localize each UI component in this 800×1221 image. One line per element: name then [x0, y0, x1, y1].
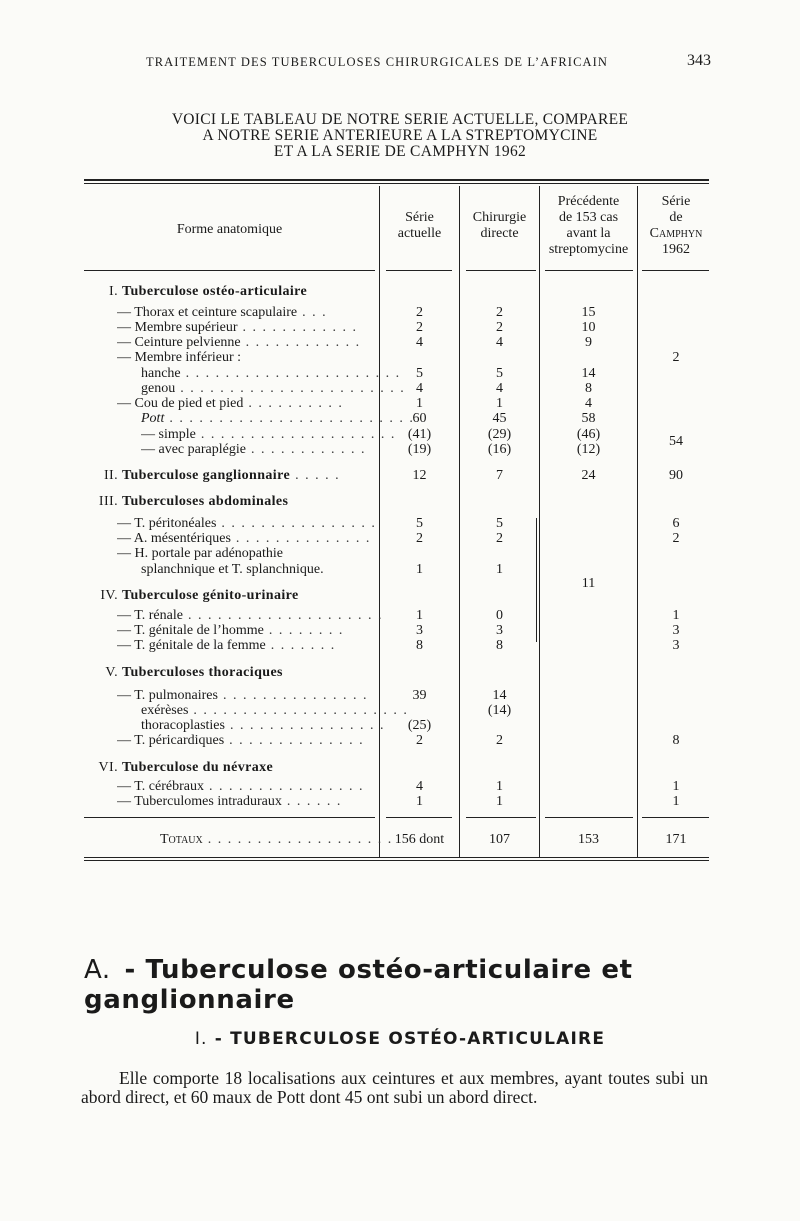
table-cell-serie: 2 [416, 305, 423, 320]
row-leader-dots: . . . . . . [281, 794, 342, 809]
row-label [117, 531, 402, 546]
totals-label-text: Totaux [160, 832, 203, 847]
table-cell-camp: 2 [672, 531, 680, 546]
row-label-text: Tuberculose ostéo-articulaire [122, 284, 308, 299]
table-cell-serie: (25) [407, 718, 432, 733]
table-cell-serie: 4 [416, 335, 423, 350]
row-label-text: — Membre supérieur [117, 320, 238, 335]
table-cell-serie: 1 [416, 608, 423, 623]
header-rule-forme [84, 270, 375, 271]
row-label-text: splanchnique et T. splanchnique. [141, 562, 324, 577]
table-cell-serie: 12 [412, 468, 427, 483]
table-cell-chir: 14 [492, 688, 507, 703]
table-cell-chir: 4 [496, 335, 503, 350]
row-label [117, 733, 402, 748]
row-label [117, 335, 402, 350]
table-cell-chir: 1 [496, 396, 503, 411]
table-cell-chir: 7 [496, 468, 503, 483]
sub-heading [0, 1029, 800, 1049]
row-label [90, 588, 375, 603]
row-leader-dots: . . . . . . . . [263, 623, 344, 638]
row-label-text: Tuberculoses thoraciques [122, 665, 283, 680]
row-label [117, 516, 402, 531]
row-roman: VI. [98, 760, 118, 775]
row-label-text: — Membre inférieur : [117, 350, 242, 365]
sub-heading-text: - TUBERCULOSE OSTÉO-ARTICULAIRE [207, 1029, 606, 1049]
row-label-text: — T. génitale de l’homme [117, 623, 264, 638]
totals-cell-chir: 107 [489, 832, 510, 847]
table-cell-chir: 4 [496, 381, 503, 396]
row-leader-dots: . . . . . . . . . . [243, 396, 344, 411]
table-cell-camp: 1 [672, 779, 680, 794]
row-leader-dots: . . . . . . . . . . . . [245, 442, 366, 457]
table-cell-prec: 10 [581, 320, 596, 335]
row-leader-dots: . . . . . . . . . . . . . . . [217, 688, 368, 703]
table-cell-prec: 15 [581, 305, 596, 320]
table-bottom-rule-2 [84, 860, 709, 861]
table-cell-prec: 58 [581, 411, 596, 426]
row-label-text: — T. génitale de la femme [117, 638, 266, 653]
row-label-text: — T. péritonéales [117, 516, 217, 531]
row-leader-dots: . . . . . . . . . . . . . . . . . . . . . . [180, 366, 401, 381]
row-label-text: — T. pulmonaires [117, 688, 218, 703]
table-cell-serie: 3 [416, 623, 423, 638]
row-label [117, 623, 402, 638]
table-cell-prec: 8 [585, 381, 592, 396]
header-chirurgie: Chirurgie directe [472, 210, 527, 241]
row-label-text: — T. péricardiques [117, 733, 225, 748]
totals-rule-forme [84, 817, 375, 818]
page-number: 343 [687, 52, 711, 69]
section-heading-text: - Tuberculose ostéo-articulaire et ganglionnaire [84, 955, 633, 1015]
table-top-rule [84, 179, 709, 181]
table-cell-chir: 2 [496, 733, 503, 748]
table-cell-camp: 8 [672, 733, 680, 748]
table-cell-chir: 2 [496, 305, 503, 320]
header-rule-prec [545, 270, 633, 271]
row-leader-dots: . . . . . . . . . . . . . . . . . . . . . . [188, 703, 409, 718]
row-leader-dots: . . . . . . . . . . . . . . . . [203, 779, 364, 794]
row-leader-dots: . . . . . . . . . . . . . . . . [224, 718, 385, 733]
table-cell-prec: 24 [581, 468, 596, 483]
table-cell-chir: 3 [496, 623, 503, 638]
row-label [90, 468, 375, 483]
row-label [117, 688, 402, 703]
row-label-text: hanche [141, 366, 181, 381]
row-leader-dots: . . . . . . . [265, 638, 336, 653]
table-cell-chir: 1 [496, 779, 503, 794]
row-label [90, 760, 375, 775]
table-cell-serie: 5 [416, 516, 423, 531]
row-roman: II. [103, 468, 118, 483]
totals-cell-camp: 171 [665, 832, 687, 847]
table-cell-chir: 5 [496, 366, 503, 381]
table-cell-camp: 2 [672, 350, 680, 365]
table-cell-camp: 6 [672, 516, 680, 531]
body-paragraph: Elle comporte 18 localisations aux ceintures et aux membres, ayant toutes subi un abord direct, et 60 maux de Pott dont 45 ont subi un abord direct. [81, 1068, 708, 1107]
header-camphyn: Série de Camphyn 1962 [649, 194, 703, 257]
table-cell-camp: 90 [669, 468, 683, 483]
table-cell-serie: (19) [407, 442, 432, 457]
table-cell-serie: 8 [416, 638, 423, 653]
table-cell-prec: 14 [581, 366, 596, 381]
table-cell-serie: (41) [407, 427, 432, 442]
table-cell-chir: 1 [496, 562, 503, 577]
table-cell-serie: 4 [416, 381, 423, 396]
row-label-text: Tuberculose du névraxe [122, 760, 274, 775]
row-label [117, 638, 402, 653]
table-cell-chir: (29) [487, 427, 512, 442]
table-cell-camp: 1 [672, 794, 680, 809]
table-cell-serie: 1 [416, 562, 423, 577]
table-cell-chir: 5 [496, 516, 503, 531]
row-leader-dots: . . . . . . . . . . . . . . . . [216, 516, 377, 531]
row-label-text: — Tuberculomes intraduraux [117, 794, 282, 809]
table-cell-serie: 5 [416, 366, 423, 381]
row-label-text: — simple [141, 427, 196, 442]
row-roman: III. [98, 494, 118, 509]
table-cell-serie: 2 [416, 320, 423, 335]
row-leader-dots: . . . [297, 305, 328, 320]
row-label-text: — avec paraplégie [141, 442, 246, 457]
totals-rule-camp [642, 817, 709, 818]
table-cell-chir: (14) [487, 703, 512, 718]
table-cell-serie: 2 [416, 733, 423, 748]
row-leader-dots: . . . . . . . . . . . . . . . . . . . . [195, 427, 396, 442]
table-cell-chir: 8 [496, 638, 503, 653]
totals-cell-serie: 156 dont [394, 832, 445, 847]
table-cell-serie: 39 [412, 688, 427, 703]
row-label [117, 779, 402, 794]
table-cell-prec: 4 [585, 396, 592, 411]
row-label-text: Tuberculose génito-urinaire [122, 588, 299, 603]
table-title-line-3: ET A LA SERIE DE CAMPHYN 1962 [273, 143, 527, 160]
row-label [117, 546, 402, 561]
table-cell-camp: 3 [672, 623, 680, 638]
row-roman: I. [109, 284, 118, 299]
totals-rule-chir [466, 817, 536, 818]
table-cell-serie: 4 [416, 779, 423, 794]
row-label [117, 305, 402, 320]
row-label-text: exérèses [141, 703, 189, 718]
row-label-text: — T. cérébraux [117, 779, 204, 794]
row-label-text: thoracoplasties [141, 718, 225, 733]
row-leader-dots: . . . . . . . . . . . . . . [224, 733, 365, 748]
row-label-text: — Cou de pied et pied [117, 396, 244, 411]
table-cell-chir: 2 [496, 320, 503, 335]
table-cell-prec: 9 [585, 335, 592, 350]
row-label [117, 396, 402, 411]
table-bottom-rule [84, 857, 709, 858]
row-label-text: — A. mésentériques [117, 531, 231, 546]
header-forme: Forme anatomique [176, 222, 283, 237]
table-cell-camp: 1 [672, 608, 680, 623]
table-cell-chir: (16) [487, 442, 512, 457]
row-label [90, 284, 375, 299]
table-title [0, 112, 800, 160]
totals-rule-prec [545, 817, 633, 818]
table-cell-prec: (12) [576, 442, 601, 457]
table-top-rule-thin [84, 183, 709, 184]
row-leader-dots: . . . . . . . . . . . . [240, 335, 361, 350]
row-label-text: — Thorax et ceinture scapulaire [117, 305, 298, 320]
row-leader-dots: . . . . . . . . . . . . . . . . . . . . . . . [175, 381, 406, 396]
row-label [117, 608, 402, 623]
table-cell-prec: 11 [581, 576, 596, 591]
table-cell-serie: 1 [416, 396, 423, 411]
row-leader-dots: . . . . . . . . . . . . . . . . . . . . . . . . . [164, 411, 415, 426]
row-roman: V. [105, 665, 118, 680]
row-leader-dots: . . . . . [290, 468, 341, 483]
row-label [117, 350, 402, 365]
header-precedente: Précédente de 153 cas avant la streptomycine [548, 194, 629, 257]
table-cell-camp: 54 [669, 434, 683, 449]
table-cell-prec: (46) [576, 427, 601, 442]
section-heading [84, 955, 800, 1015]
table-title-line-1: VOICI LE TABLEAU DE NOTRE SERIE ACTUELLE, COMPAREE [171, 111, 629, 128]
row-leader-dots: . . . . . . . . . . . . . . . . . . . . [182, 608, 383, 623]
sub-heading-number: I. [194, 1029, 208, 1049]
table-cell-serie: 2 [416, 531, 423, 546]
row-label-text: Pott [141, 411, 165, 426]
row-label-text: — Ceinture pelvienne [117, 335, 241, 350]
totals-cell-prec: 153 [578, 832, 599, 847]
row-roman: IV. [100, 588, 118, 603]
totals-leader-dots: . . . . . . . . . . . . . . . . . . . [202, 832, 393, 847]
row-label-text: Tuberculose ganglionnaire [122, 468, 291, 483]
section-letter: A. [84, 955, 111, 985]
table-cell-serie: 1 [416, 794, 423, 809]
table-cell-chir: 45 [492, 411, 507, 426]
row-label-text: genou [141, 381, 176, 396]
row-label [90, 494, 375, 509]
row-label [117, 320, 402, 335]
running-head [146, 52, 711, 70]
row-leader-dots: . . . . . . . . . . . . [237, 320, 358, 335]
header-rule-chir [466, 270, 536, 271]
table-cell-chir: 0 [496, 608, 503, 623]
row-label-text: — H. portale par adénopathie [117, 546, 283, 561]
table-title-line-2: A NOTRE SERIE ANTERIEURE A LA STREPTOMYCINE [202, 127, 598, 144]
header-rule-camp [642, 270, 709, 271]
table-cell-serie: 60 [412, 411, 427, 426]
table-cell-chir: 1 [496, 794, 503, 809]
row-label-text: — T. rénale [117, 608, 183, 623]
row-label [141, 703, 426, 718]
header-rule-serie [386, 270, 452, 271]
row-label [117, 794, 402, 809]
header-serie: Série actuelle [397, 210, 442, 241]
totals-rule-serie [386, 817, 452, 818]
row-label [90, 665, 375, 680]
running-head-title: TRAITEMENT DES TUBERCULOSES CHIRURGICALES DE L’AFRICAIN [146, 55, 609, 69]
table-cell-camp: 3 [672, 638, 680, 653]
row-label-text: Tuberculoses abdominales [122, 494, 289, 509]
row-leader-dots: . . . . . . . . . . . . . . [230, 531, 371, 546]
table-cell-chir: 2 [496, 531, 503, 546]
